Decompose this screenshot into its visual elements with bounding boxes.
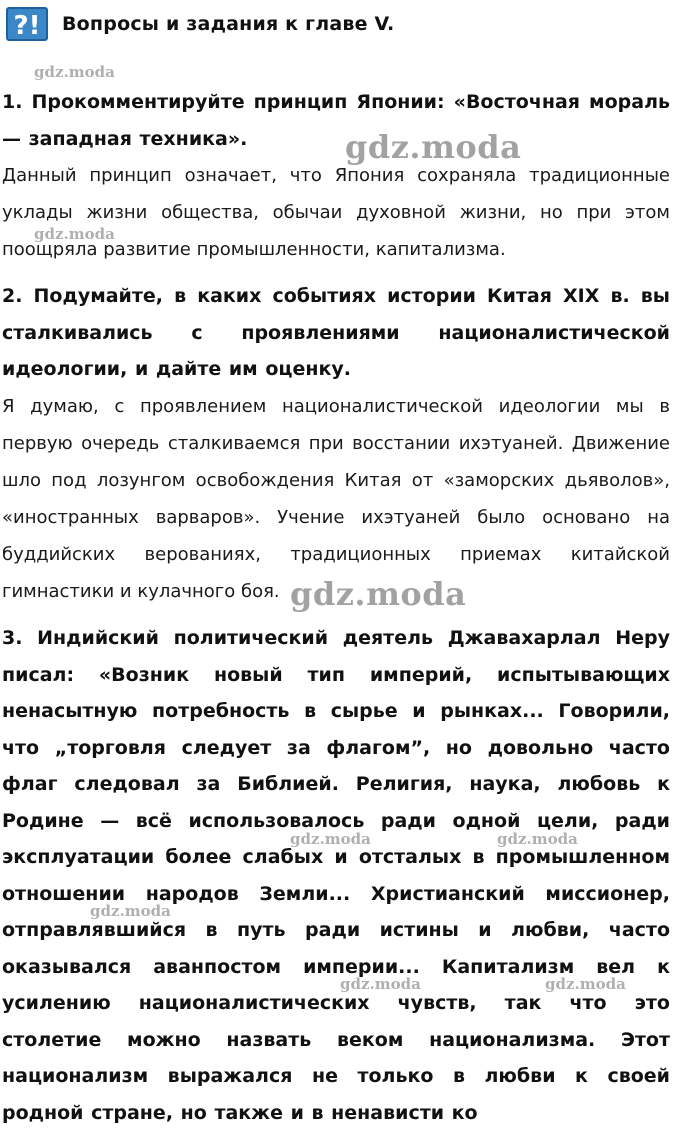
watermark: gdz.moda bbox=[345, 128, 522, 166]
watermark: gdz.moda bbox=[545, 975, 626, 993]
watermark: gdz.moda bbox=[90, 902, 171, 920]
question-3: 3. Индийский политический деятель Джавахарлал Неру писал: «Возник новый тип империй, испытывающих ненасытную потребность в сырье и рынках... Говорили, что „торговля следует за флагом”, но довольно часто флаг следовал за Библией. Религия, наука, любовь к Родине — всё использовалось ради одной цели, ради эксплуатации более слабых и отсталых в промышленном отношении народов Земли... Христианский миссионер, отправлявшийся в путь ради истины и любви, часто оказывался аванпостом империи... Капитализм вел к усилению националистических чувств, так что это столетие можно назвать веком национализма. Этот национализм выражался не только в любви к своей родной стране, но также и в ненависти ко bbox=[2, 627, 670, 1124]
question-2: 2. Подумайте, в каких событиях истории Китая XIX в. вы сталкивались с проявлениями националистической идеологии, и дайте им оценку. bbox=[2, 285, 670, 380]
watermark: gdz.moda bbox=[340, 975, 421, 993]
question-exclamation-icon bbox=[6, 7, 48, 41]
question-1: 1. Прокомментируйте принцип Японии: «Восточная мораль — западная техника». bbox=[2, 91, 670, 150]
question-2-block bbox=[2, 278, 670, 610]
watermark: gdz.moda bbox=[290, 575, 467, 613]
answer-2: Я думаю, с проявлением националистической идеологии мы в первую очередь сталкиваемся при восстании ихэтуаней. Движение шло под лозунгом освобождения Китая от «заморских дьяволов», «иностранных варваров». Учение ихэтуаней было основано на буддийских верованиях, традиционных приемах китайской гимнастики и кулачного боя. bbox=[2, 395, 670, 602]
watermark: gdz.moda bbox=[34, 63, 115, 81]
watermark: gdz.moda bbox=[497, 830, 578, 848]
section-header bbox=[6, 4, 394, 44]
question-3-block bbox=[2, 620, 670, 1131]
watermark: gdz.moda bbox=[34, 225, 115, 243]
answer-1: Данный принцип означает, что Япония сохраняла традиционные уклады жизни общества, обычаи духовной жизни, но при этом поощряла развитие промышленности, капитализма. bbox=[2, 165, 670, 260]
question-1-block bbox=[2, 84, 670, 268]
watermark: gdz.moda bbox=[290, 830, 371, 848]
section-title: Вопросы и задания к главе V. bbox=[62, 13, 395, 35]
svg-text:?!: ?! bbox=[13, 11, 41, 38]
